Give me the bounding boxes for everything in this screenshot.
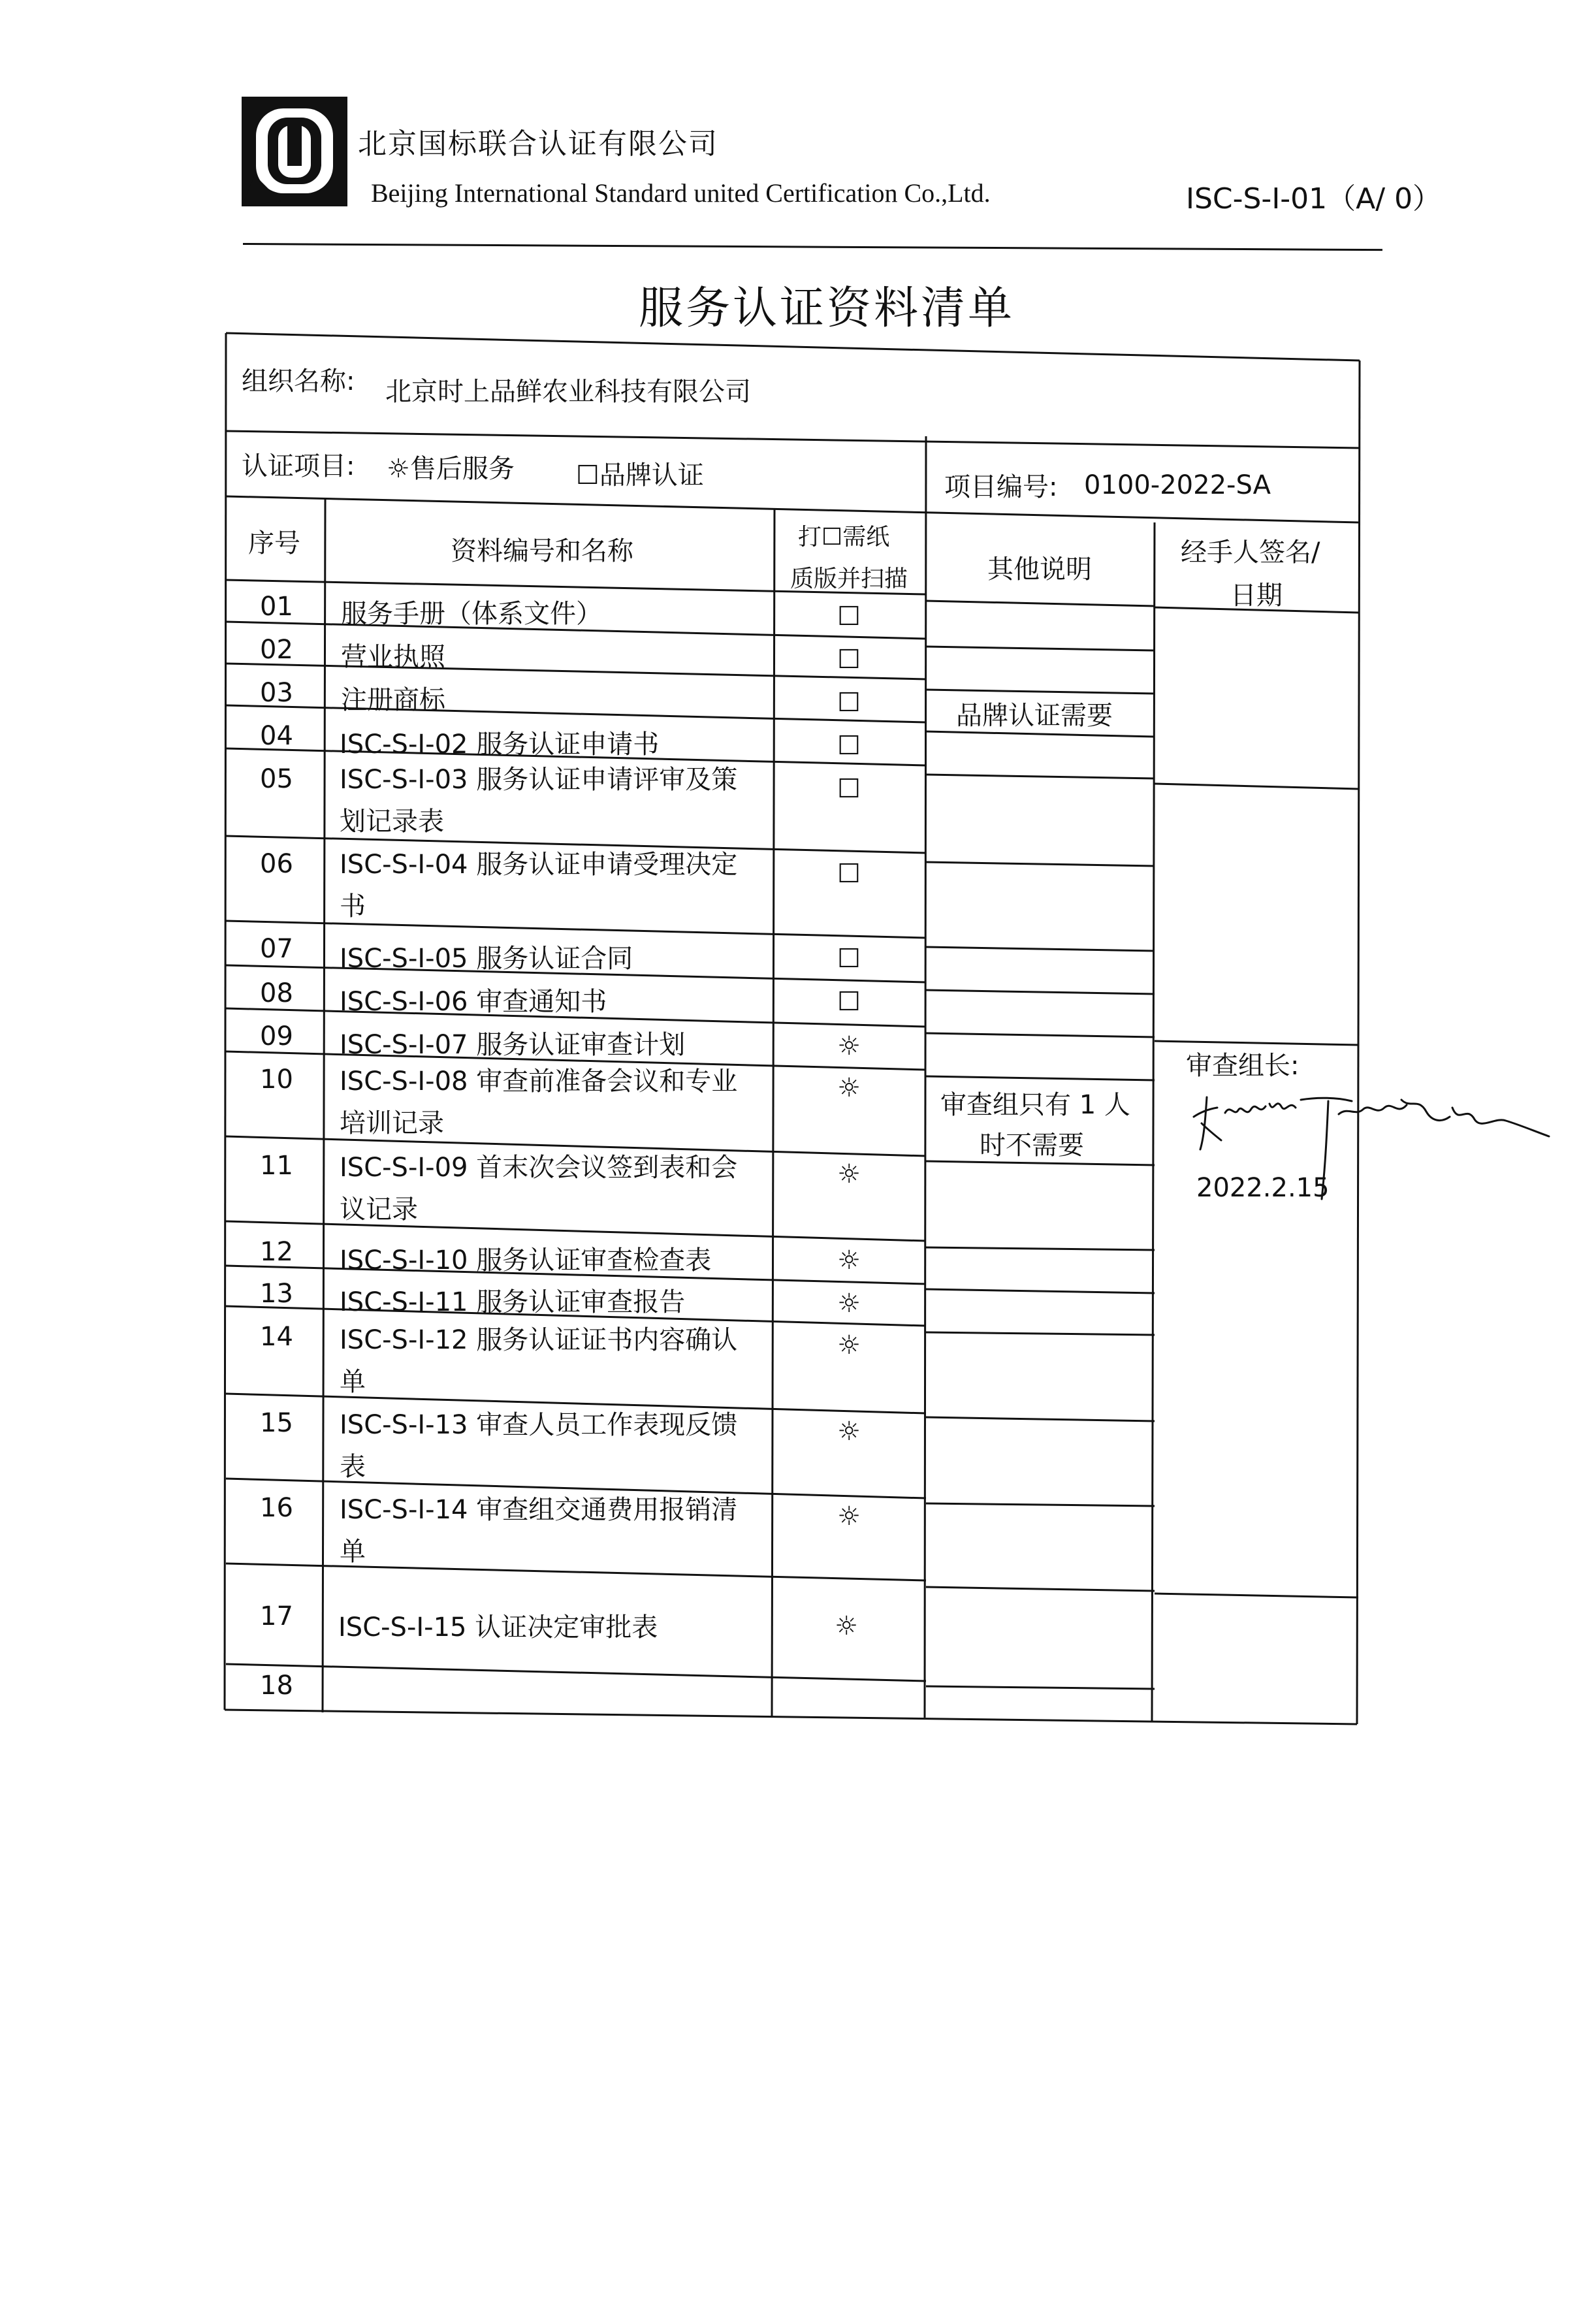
- row-document-name: ISC-S-I-13 审查人员工作表现反馈表: [340, 1410, 738, 1482]
- checkbox-icon: ☐: [837, 731, 861, 761]
- column-header-name: 资料编号和名称: [451, 536, 633, 566]
- row-document-name: 注册商标: [341, 685, 445, 715]
- row-document-name: ISC-S-I-14 审查组交通费用报销清单: [340, 1495, 738, 1567]
- project-label: 认证项目:: [242, 451, 355, 481]
- row-number: 07: [260, 934, 293, 964]
- row-number: 18: [260, 1671, 293, 1701]
- row-number: 13: [260, 1279, 293, 1309]
- row-number: 05: [260, 764, 293, 794]
- document-code: ISC-S-I-01（A/ 0）: [1186, 182, 1442, 216]
- checkbox-icon: ☐: [837, 645, 861, 675]
- page-title: 服务认证资料清单: [639, 283, 1015, 334]
- row-number: 01: [260, 592, 293, 622]
- row-number: 03: [260, 678, 293, 708]
- team-leader-label: 审查组长:: [1186, 1051, 1300, 1081]
- row-document-name: ISC-S-I-07 服务认证审查计划: [340, 1030, 686, 1060]
- row-document-name: ISC-S-I-09 首末次会议签到表和会议记录: [340, 1153, 738, 1225]
- row-document-name: ISC-S-I-11 服务认证审查报告: [340, 1287, 686, 1317]
- row-number: 16: [260, 1493, 293, 1523]
- checkbox-icon: ☐: [837, 859, 861, 889]
- column-header-notes: 其他说明: [987, 554, 1092, 585]
- row-document-name: ISC-S-I-08 审查前准备会议和专业培训记录: [340, 1066, 738, 1138]
- note-single-auditor-line1: 审查组只有 1 人: [940, 1090, 1130, 1120]
- checkbox-icon: ☐: [837, 688, 861, 718]
- row-number: 15: [260, 1408, 293, 1438]
- column-header-scan-line1: 打☐需纸: [798, 524, 890, 551]
- gear-icon: ☼: [837, 1159, 861, 1189]
- row-document-name: ISC-S-I-10 服务认证审查检查表: [340, 1245, 712, 1275]
- column-header-scan-line2: 质版并扫描: [790, 566, 908, 592]
- checkbox-icon: ☐: [837, 601, 861, 632]
- checkbox-icon: ☐: [576, 460, 599, 490]
- row-number: 06: [260, 849, 293, 879]
- project-option-after-sales: ☼售后服务: [387, 454, 515, 484]
- column-header-sign-line2: 日期: [1230, 581, 1283, 611]
- gear-icon: ☼: [837, 1417, 861, 1447]
- gear-icon: ☼: [837, 1501, 861, 1531]
- row-document-name: ISC-S-I-05 服务认证合同: [340, 944, 633, 974]
- row-number: 08: [260, 978, 293, 1008]
- gear-icon: ☼: [837, 1289, 861, 1319]
- gear-icon: ☼: [387, 454, 410, 484]
- note-single-auditor-line2: 时不需要: [980, 1130, 1084, 1161]
- company-name-cn: 北京国标联合认证有限公司: [358, 127, 718, 161]
- row-number: 14: [260, 1322, 293, 1352]
- row-number: 09: [260, 1021, 293, 1051]
- row-document-name: ISC-S-I-02 服务认证申请书: [340, 729, 660, 760]
- row-document-name: 服务手册（体系文件）: [341, 599, 602, 629]
- org-label: 组织名称:: [242, 366, 355, 396]
- row-number: 11: [260, 1151, 293, 1181]
- column-header-seq: 序号: [248, 528, 300, 558]
- checkbox-icon: ☐: [837, 944, 861, 974]
- column-header-sign-line1: 经手人签名/: [1181, 537, 1320, 568]
- row-document-name: ISC-S-I-03 服务认证申请评审及策划记录表: [340, 765, 738, 837]
- project-number-label: 项目编号:: [944, 472, 1058, 502]
- row-number: 10: [260, 1065, 293, 1095]
- gear-icon: ☼: [837, 1073, 861, 1103]
- row-document-name: ISC-S-I-06 审查通知书: [340, 987, 607, 1017]
- row-number: 02: [260, 635, 293, 665]
- row-number: 12: [260, 1237, 293, 1267]
- project-number: 0100-2022-SA: [1084, 470, 1271, 500]
- row-document-name: ISC-S-I-04 服务认证申请受理决定书: [340, 850, 738, 922]
- gear-icon: ☼: [835, 1611, 858, 1641]
- gear-icon: ☼: [837, 1031, 861, 1061]
- row-document-name: ISC-S-I-12 服务认证证书内容确认单: [340, 1325, 738, 1397]
- checkbox-icon: ☐: [837, 774, 861, 804]
- row-number: 17: [260, 1601, 293, 1631]
- row-document-name: ISC-S-I-15 认证决定审批表: [338, 1612, 658, 1643]
- row-document-name: 营业执照: [341, 642, 445, 672]
- signature-date: 2022.2.15: [1196, 1173, 1330, 1203]
- org-name: 北京时上品鲜农业科技有限公司: [385, 377, 751, 407]
- gear-icon: ☼: [837, 1245, 861, 1275]
- row-number: 04: [260, 721, 293, 751]
- gear-icon: ☼: [837, 1330, 861, 1360]
- checkbox-icon: ☐: [837, 987, 861, 1017]
- note-brand-required: 品牌认证需要: [956, 701, 1113, 731]
- project-option-brand: ☐品牌认证: [576, 460, 704, 490]
- company-name-en: Beijing International Standard united Certification Co.,Ltd.: [371, 178, 991, 208]
